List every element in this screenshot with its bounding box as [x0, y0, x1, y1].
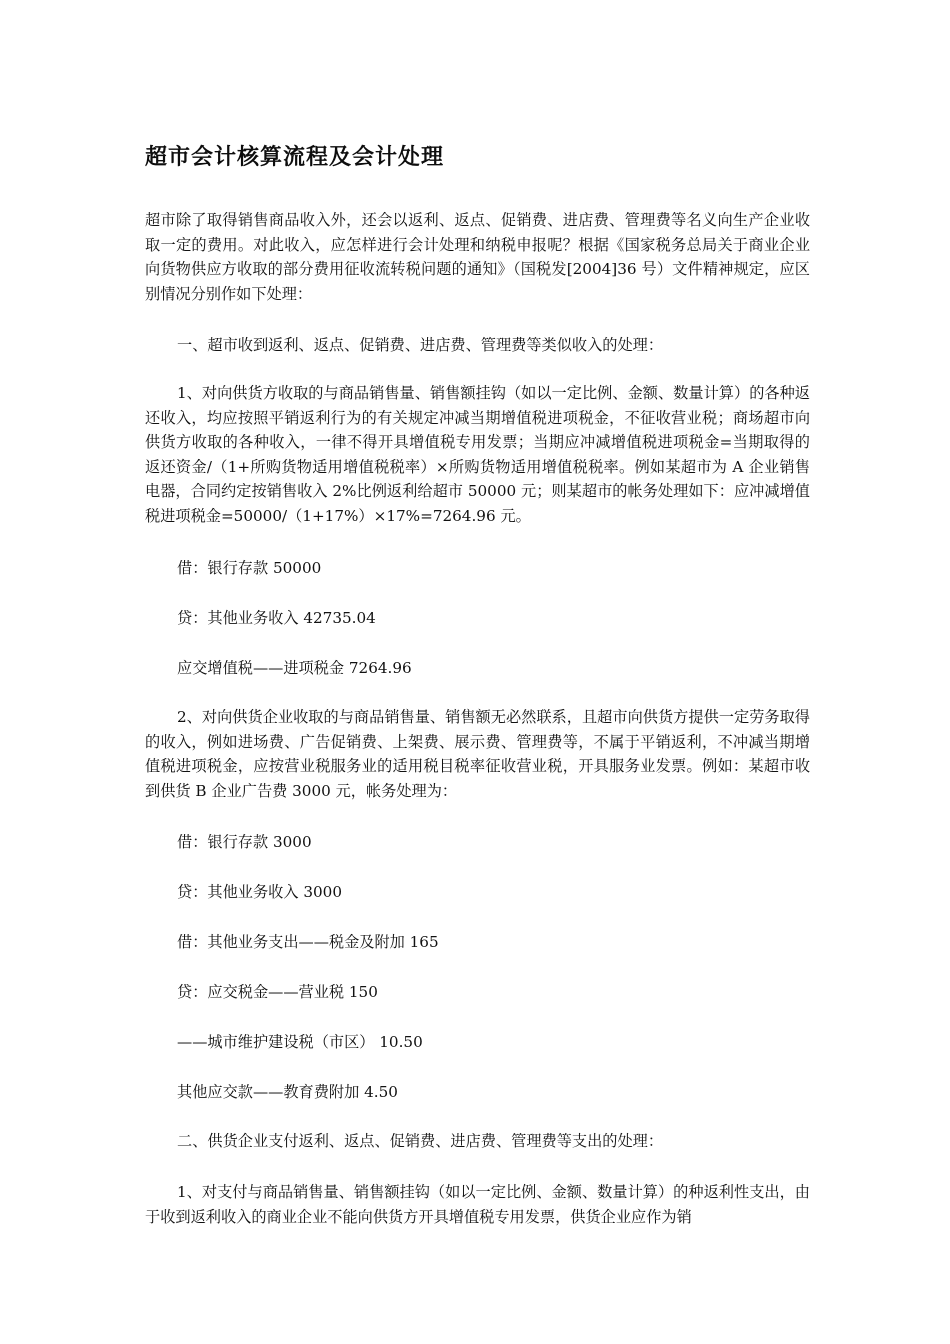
item-2-paragraph: 2、对向供货企业收取的与商品销售量、销售额无必然联系，且超市向供货方提供一定劳务取得的收入，例如进场费、广告促销费、上架费、展示费、管理费等，不属于平销返利，不冲减当期增值税进项税金，应按营业税服务业的适用税目税率征收营业税，开具服务业发票。例如：某超市收到供货 B 企业广告费 3000 元，帐务处理为：: [145, 708, 810, 800]
journal-entry: 贷：应交税金——营业税 150: [177, 983, 378, 1001]
document-title: 超市会计核算流程及会计处理: [145, 145, 445, 170]
journal-entry: 其他应交款——教育费附加 4.50: [177, 1083, 398, 1101]
section-heading-2: 二、供货企业支付返利、返点、促销费、进店费、管理费等支出的处理：: [177, 1132, 663, 1150]
journal-entry: ——城市维护建设税（市区） 10.50: [177, 1033, 423, 1051]
intro-paragraph: 超市除了取得销售商品收入外，还会以返利、返点、促销费、进店费、管理费等名义向生产企业收取一定的费用。对此收入，应怎样进行会计处理和纳税申报呢？根据《国家税务总局关于商业企业向货物供应方收取的部分费用征收流转税问题的通知》（国税发[2004]36 号）文件精神规定，应区别情况分别作如下处理：: [145, 211, 810, 303]
section-heading-1: 一、超市收到返利、返点、促销费、进店费、管理费等类似收入的处理：: [177, 336, 663, 354]
journal-entry: 借：其他业务支出——税金及附加 165: [177, 933, 439, 951]
item-3-paragraph: 1、对支付与商品销售量、销售额挂钩（如以一定比例、金额、数量计算）的种返利性支出，由于收到返利收入的商业企业不能向供货方开具增值税专用发票，供货企业应作为销: [145, 1183, 810, 1226]
journal-entry: 贷：其他业务收入 3000: [177, 883, 342, 901]
journal-entry: 贷：其他业务收入 42735.04: [177, 609, 376, 627]
journal-entry: 借：银行存款 3000: [177, 833, 312, 851]
journal-entry: 应交增值税——进项税金 7264.96: [177, 659, 412, 677]
item-1-paragraph: 1、对向供货方收取的与商品销售量、销售额挂钩（如以一定比例、金额、数量计算）的各种返还收入，均应按照平销返利行为的有关规定冲减当期增值税进项税金，不征收营业税；商场超市向供货方收取的各种收入，一律不得开具增值税专用发票；当期应冲减增值税进项税金=当期取得的返还资金/（1+所购货物适用增值税税率）×所购货物适用增值税税率。例如某超市为 A 企业销售电器，合同约定按销售收入 2%比例返利给超市 50000 元；则某超市的帐务处理如下：应冲减增值税进项税金=50000/（1+17%）×17%=7264.96 元。: [145, 384, 810, 525]
journal-entry: 借：银行存款 50000: [177, 559, 322, 577]
